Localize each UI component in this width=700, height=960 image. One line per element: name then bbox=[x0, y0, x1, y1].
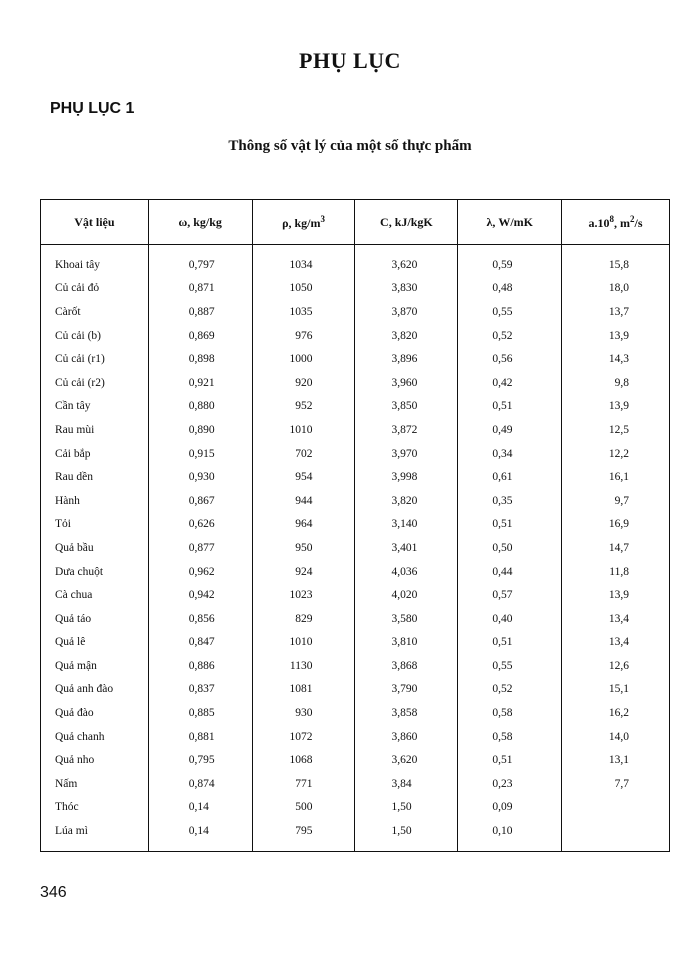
cell-moisture: 0,880 bbox=[148, 395, 252, 419]
cell-material: Củ cải (r1) bbox=[41, 347, 149, 371]
cell-density: 952 bbox=[252, 395, 355, 419]
cell-material: Càrốt bbox=[41, 300, 149, 324]
cell-moisture: 0,921 bbox=[148, 371, 252, 395]
cell-material: Hành bbox=[41, 489, 149, 513]
cell-moisture: 0,877 bbox=[148, 536, 252, 560]
table-row bbox=[41, 465, 670, 489]
cell-diffusivity: 16,1 bbox=[562, 465, 670, 489]
cell-diffusivity: 13,4 bbox=[562, 631, 670, 655]
table-row bbox=[41, 324, 670, 348]
cell-diffusivity: 14,7 bbox=[562, 536, 670, 560]
table-row bbox=[41, 371, 670, 395]
cell-specific-heat: 3,896 bbox=[355, 347, 458, 371]
cell-density: 1000 bbox=[252, 347, 355, 371]
cell-density: 1010 bbox=[252, 631, 355, 655]
cell-specific-heat: 3,401 bbox=[355, 536, 458, 560]
cell-diffusivity: 9,7 bbox=[562, 489, 670, 513]
cell-moisture: 0,885 bbox=[148, 701, 252, 725]
cell-specific-heat: 4,020 bbox=[355, 583, 458, 607]
cell-conductivity: 0,59 bbox=[458, 245, 562, 277]
cell-specific-heat: 3,868 bbox=[355, 654, 458, 678]
cell-moisture: 0,890 bbox=[148, 418, 252, 442]
section-title: PHỤ LỤC 1 bbox=[50, 100, 135, 117]
cell-conductivity: 0,44 bbox=[458, 560, 562, 584]
cell-conductivity: 0,51 bbox=[458, 513, 562, 537]
cell-density: 944 bbox=[252, 489, 355, 513]
cell-diffusivity: 15,1 bbox=[562, 678, 670, 702]
cell-diffusivity: 13,9 bbox=[562, 395, 670, 419]
table-row bbox=[41, 654, 670, 678]
cell-density: 920 bbox=[252, 371, 355, 395]
scan-stamp-mark bbox=[675, 0, 700, 14]
cell-density: 1068 bbox=[252, 748, 355, 772]
cell-specific-heat: 3,84 bbox=[355, 772, 458, 796]
cell-conductivity: 0,23 bbox=[458, 772, 562, 796]
cell-conductivity: 0,61 bbox=[458, 465, 562, 489]
table-header-row bbox=[41, 200, 670, 245]
cell-density: 1081 bbox=[252, 678, 355, 702]
cell-density: 500 bbox=[252, 796, 355, 820]
page-number: 346 bbox=[40, 884, 67, 901]
cell-diffusivity: 16,9 bbox=[562, 513, 670, 537]
cell-material: Lúa mì bbox=[41, 819, 149, 851]
cell-material: Dưa chuột bbox=[41, 560, 149, 584]
table-row bbox=[41, 748, 670, 772]
table-row bbox=[41, 300, 670, 324]
cell-conductivity: 0,52 bbox=[458, 324, 562, 348]
header-material: Vật liệu bbox=[41, 200, 149, 245]
header-specific-heat: C, kJ/kgK bbox=[355, 200, 458, 245]
cell-material: Rau dền bbox=[41, 465, 149, 489]
table-row bbox=[41, 245, 670, 277]
cell-diffusivity: 14,3 bbox=[562, 347, 670, 371]
cell-material: Thóc bbox=[41, 796, 149, 820]
cell-moisture: 0,887 bbox=[148, 300, 252, 324]
cell-material: Cà chua bbox=[41, 583, 149, 607]
cell-moisture: 0,14 bbox=[148, 819, 252, 851]
cell-specific-heat: 3,620 bbox=[355, 245, 458, 277]
cell-diffusivity: 15,8 bbox=[562, 245, 670, 277]
cell-moisture: 0,837 bbox=[148, 678, 252, 702]
table-row bbox=[41, 701, 670, 725]
cell-specific-heat: 3,870 bbox=[355, 300, 458, 324]
table-row bbox=[41, 442, 670, 466]
cell-diffusivity: 12,5 bbox=[562, 418, 670, 442]
cell-moisture: 0,898 bbox=[148, 347, 252, 371]
cell-moisture: 0,626 bbox=[148, 513, 252, 537]
cell-moisture: 0,942 bbox=[148, 583, 252, 607]
cell-material: Rau mùi bbox=[41, 418, 149, 442]
cell-moisture: 0,871 bbox=[148, 277, 252, 301]
cell-specific-heat: 4,036 bbox=[355, 560, 458, 584]
cell-conductivity: 0,55 bbox=[458, 300, 562, 324]
cell-moisture: 0,886 bbox=[148, 654, 252, 678]
table-row bbox=[41, 347, 670, 371]
header-density: ρ, $kg/m^3$ bbox=[252, 200, 355, 245]
cell-specific-heat: 3,998 bbox=[355, 465, 458, 489]
cell-specific-heat: 3,830 bbox=[355, 277, 458, 301]
cell-conductivity: 0,51 bbox=[458, 748, 562, 772]
cell-specific-heat: 3,580 bbox=[355, 607, 458, 631]
cell-specific-heat: 3,850 bbox=[355, 395, 458, 419]
cell-density: 1023 bbox=[252, 583, 355, 607]
header-conductivity: λ, W/mK bbox=[458, 200, 562, 245]
cell-conductivity: 0,35 bbox=[458, 489, 562, 513]
cell-material: Củ cải (r2) bbox=[41, 371, 149, 395]
cell-diffusivity bbox=[562, 796, 670, 820]
cell-specific-heat: 3,810 bbox=[355, 631, 458, 655]
cell-specific-heat: 3,820 bbox=[355, 489, 458, 513]
cell-density: 1010 bbox=[252, 418, 355, 442]
cell-density: 976 bbox=[252, 324, 355, 348]
food-properties-table bbox=[40, 199, 670, 852]
cell-diffusivity bbox=[562, 819, 670, 851]
cell-material: Quả anh đào bbox=[41, 678, 149, 702]
cell-density: 1130 bbox=[252, 654, 355, 678]
cell-specific-heat: 3,820 bbox=[355, 324, 458, 348]
cell-specific-heat: 3,960 bbox=[355, 371, 458, 395]
cell-material: Nấm bbox=[41, 772, 149, 796]
table-row bbox=[41, 536, 670, 560]
cell-moisture: 0,795 bbox=[148, 748, 252, 772]
table-row bbox=[41, 395, 670, 419]
cell-specific-heat: 1,50 bbox=[355, 796, 458, 820]
cell-conductivity: 0,49 bbox=[458, 418, 562, 442]
cell-material: Quả chanh bbox=[41, 725, 149, 749]
cell-specific-heat: 3,860 bbox=[355, 725, 458, 749]
table-caption: Thông số vật lý của một số thực phẩm bbox=[228, 138, 472, 154]
cell-density: 1072 bbox=[252, 725, 355, 749]
cell-moisture: 0,915 bbox=[148, 442, 252, 466]
cell-density: 950 bbox=[252, 536, 355, 560]
cell-conductivity: 0,34 bbox=[458, 442, 562, 466]
cell-moisture: 0,962 bbox=[148, 560, 252, 584]
table-row bbox=[41, 513, 670, 537]
cell-diffusivity: 7,7 bbox=[562, 772, 670, 796]
cell-diffusivity: 13,7 bbox=[562, 300, 670, 324]
cell-specific-heat: 3,620 bbox=[355, 748, 458, 772]
cell-density: 924 bbox=[252, 560, 355, 584]
table-row bbox=[41, 819, 670, 851]
table-row bbox=[41, 418, 670, 442]
table-row bbox=[41, 796, 670, 820]
cell-conductivity: 0,52 bbox=[458, 678, 562, 702]
cell-material: Quả mận bbox=[41, 654, 149, 678]
table-row bbox=[41, 725, 670, 749]
cell-moisture: 0,930 bbox=[148, 465, 252, 489]
cell-density: 771 bbox=[252, 772, 355, 796]
table-body bbox=[41, 245, 670, 852]
cell-conductivity: 0,58 bbox=[458, 701, 562, 725]
cell-diffusivity: 13,9 bbox=[562, 583, 670, 607]
page-title: PHỤ LỤC bbox=[299, 48, 401, 73]
cell-conductivity: 0,55 bbox=[458, 654, 562, 678]
table-row bbox=[41, 277, 670, 301]
cell-conductivity: 0,51 bbox=[458, 395, 562, 419]
cell-material: Củ cải (b) bbox=[41, 324, 149, 348]
cell-material: Quả nho bbox=[41, 748, 149, 772]
cell-conductivity: 0,10 bbox=[458, 819, 562, 851]
cell-material: Cần tây bbox=[41, 395, 149, 419]
cell-diffusivity: 9,8 bbox=[562, 371, 670, 395]
table-row bbox=[41, 772, 670, 796]
cell-diffusivity: 13,4 bbox=[562, 607, 670, 631]
cell-conductivity: 0,48 bbox=[458, 277, 562, 301]
cell-conductivity: 0,50 bbox=[458, 536, 562, 560]
cell-diffusivity: 12,6 bbox=[562, 654, 670, 678]
cell-specific-heat: 3,140 bbox=[355, 513, 458, 537]
table-row bbox=[41, 489, 670, 513]
cell-density: 702 bbox=[252, 442, 355, 466]
cell-moisture: 0,797 bbox=[148, 245, 252, 277]
cell-material: Quả lê bbox=[41, 631, 149, 655]
cell-conductivity: 0,58 bbox=[458, 725, 562, 749]
cell-density: 1034 bbox=[252, 245, 355, 277]
cell-conductivity: 0,57 bbox=[458, 583, 562, 607]
cell-moisture: 0,874 bbox=[148, 772, 252, 796]
cell-moisture: 0,847 bbox=[148, 631, 252, 655]
cell-conductivity: 0,09 bbox=[458, 796, 562, 820]
cell-specific-heat: 3,970 bbox=[355, 442, 458, 466]
cell-specific-heat: 3,790 bbox=[355, 678, 458, 702]
cell-diffusivity: 13,9 bbox=[562, 324, 670, 348]
header-diffusivity: $a.10^8$, $m^2/s$ bbox=[562, 200, 670, 245]
cell-conductivity: 0,42 bbox=[458, 371, 562, 395]
cell-density: 1035 bbox=[252, 300, 355, 324]
table-row bbox=[41, 607, 670, 631]
cell-diffusivity: 11,8 bbox=[562, 560, 670, 584]
cell-moisture: 0,856 bbox=[148, 607, 252, 631]
cell-moisture: 0,14 bbox=[148, 796, 252, 820]
cell-material: Quả táo bbox=[41, 607, 149, 631]
cell-material: Củ cải đỏ bbox=[41, 277, 149, 301]
cell-material: Quả đào bbox=[41, 701, 149, 725]
table-row bbox=[41, 560, 670, 584]
cell-material: Quả bầu bbox=[41, 536, 149, 560]
table-row bbox=[41, 678, 670, 702]
cell-density: 930 bbox=[252, 701, 355, 725]
cell-moisture: 0,869 bbox=[148, 324, 252, 348]
cell-density: 954 bbox=[252, 465, 355, 489]
cell-material: Tỏi bbox=[41, 513, 149, 537]
table-row bbox=[41, 583, 670, 607]
table-row bbox=[41, 631, 670, 655]
cell-density: 964 bbox=[252, 513, 355, 537]
cell-conductivity: 0,51 bbox=[458, 631, 562, 655]
cell-density: 795 bbox=[252, 819, 355, 851]
cell-diffusivity: 13,1 bbox=[562, 748, 670, 772]
cell-conductivity: 0,40 bbox=[458, 607, 562, 631]
cell-diffusivity: 16,2 bbox=[562, 701, 670, 725]
cell-moisture: 0,867 bbox=[148, 489, 252, 513]
cell-conductivity: 0,56 bbox=[458, 347, 562, 371]
cell-density: 829 bbox=[252, 607, 355, 631]
cell-material: Cải bắp bbox=[41, 442, 149, 466]
cell-specific-heat: 3,872 bbox=[355, 418, 458, 442]
cell-specific-heat: 1,50 bbox=[355, 819, 458, 851]
cell-moisture: 0,881 bbox=[148, 725, 252, 749]
cell-specific-heat: 3,858 bbox=[355, 701, 458, 725]
cell-diffusivity: 12,2 bbox=[562, 442, 670, 466]
cell-diffusivity: 14,0 bbox=[562, 725, 670, 749]
cell-diffusivity: 18,0 bbox=[562, 277, 670, 301]
cell-material: Khoai tây bbox=[41, 245, 149, 277]
header-moisture: ω, kg/kg bbox=[148, 200, 252, 245]
cell-density: 1050 bbox=[252, 277, 355, 301]
